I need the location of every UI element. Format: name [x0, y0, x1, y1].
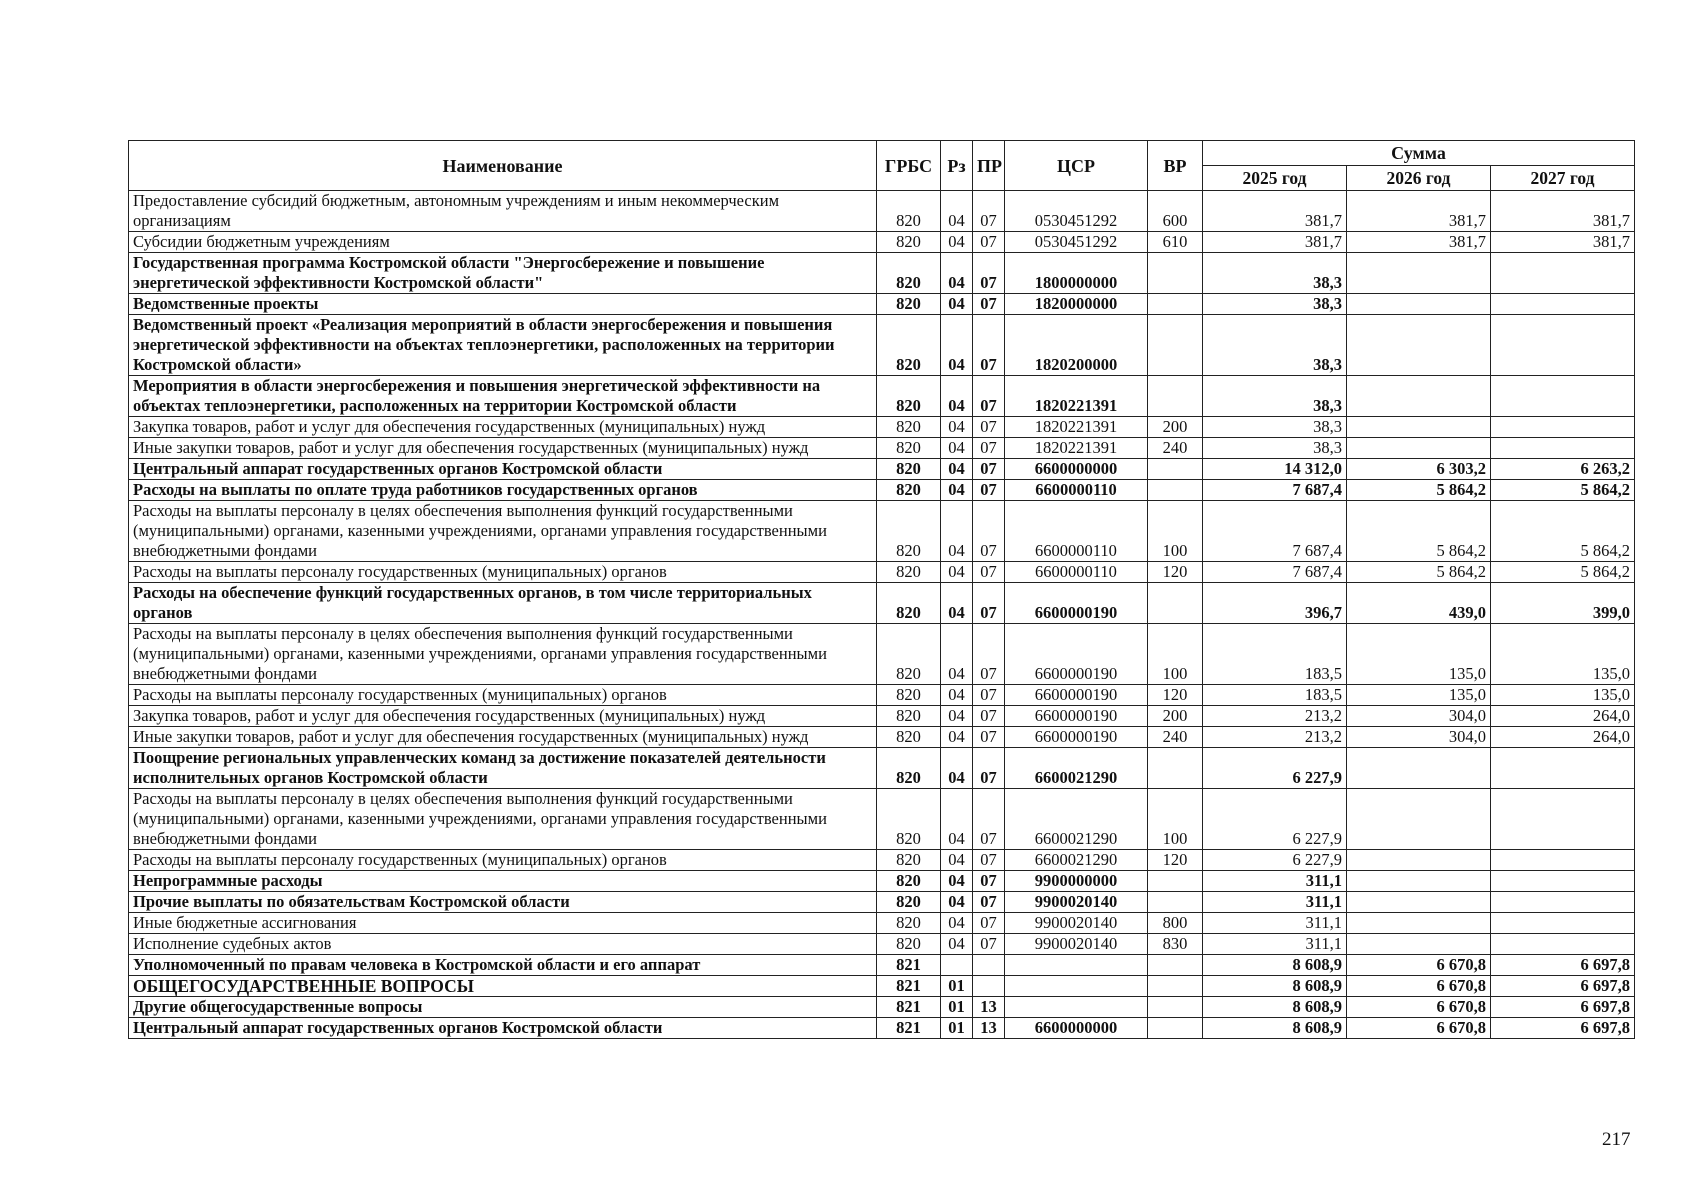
cell-csr: 6600021290 [1005, 789, 1148, 850]
table-row [129, 417, 1635, 438]
cell-vr: 120 [1148, 685, 1203, 706]
cell-2027: 5 864,2 [1491, 562, 1635, 583]
cell-2027 [1491, 315, 1635, 376]
cell-pr: 07 [973, 789, 1005, 850]
cell-rz: 04 [941, 706, 973, 727]
cell-pr: 13 [973, 997, 1005, 1018]
cell-name: Расходы на выплаты персоналу в целях обеспечения выполнения функций государственными (муниципальными) органами, казенными учреждениями, органами управления государственными внебюджетными фондами [129, 789, 877, 850]
cell-grbs: 821 [877, 1018, 941, 1039]
cell-2026 [1347, 253, 1491, 294]
cell-2025: 8 608,9 [1203, 997, 1347, 1018]
cell-rz: 04 [941, 232, 973, 253]
cell-csr: 1820221391 [1005, 417, 1148, 438]
header-pr: ПР [973, 141, 1005, 191]
cell-name: Иные закупки товаров, работ и услуг для обеспечения государственных (муниципальных) нужд [129, 727, 877, 748]
table-row [129, 315, 1635, 376]
cell-vr: 830 [1148, 934, 1203, 955]
cell-csr: 1820200000 [1005, 315, 1148, 376]
cell-2026 [1347, 913, 1491, 934]
cell-2025: 38,3 [1203, 376, 1347, 417]
cell-name: Закупка товаров, работ и услуг для обеспечения государственных (муниципальных) нужд [129, 706, 877, 727]
cell-csr: 9900020140 [1005, 913, 1148, 934]
cell-vr [1148, 253, 1203, 294]
cell-2026: 6 670,8 [1347, 976, 1491, 997]
cell-name: Расходы на выплаты по оплате труда работников государственных органов [129, 480, 877, 501]
cell-grbs: 820 [877, 624, 941, 685]
cell-vr [1148, 1018, 1203, 1039]
cell-2025: 7 687,4 [1203, 501, 1347, 562]
cell-pr: 07 [973, 253, 1005, 294]
cell-2027 [1491, 850, 1635, 871]
cell-csr: 6600000190 [1005, 706, 1148, 727]
cell-vr: 100 [1148, 501, 1203, 562]
cell-2026: 135,0 [1347, 624, 1491, 685]
cell-2027 [1491, 253, 1635, 294]
table-row [129, 685, 1635, 706]
cell-name: Центральный аппарат государственных органов Костромской области [129, 1018, 877, 1039]
cell-2025: 311,1 [1203, 871, 1347, 892]
cell-2026: 5 864,2 [1347, 501, 1491, 562]
cell-grbs: 821 [877, 955, 941, 976]
cell-grbs: 820 [877, 685, 941, 706]
cell-name: ОБЩЕГОСУДАРСТВЕННЫЕ ВОПРОСЫ [129, 976, 877, 997]
cell-vr: 240 [1148, 727, 1203, 748]
table-row [129, 892, 1635, 913]
cell-2027: 135,0 [1491, 624, 1635, 685]
cell-name: Прочие выплаты по обязательствам Костромской области [129, 892, 877, 913]
cell-name: Ведомственный проект «Реализация мероприятий в области энергосбережения и повышения энергетической эффективности на объектах теплоэнергетики, расположенных на территории Костромской области» [129, 315, 877, 376]
cell-csr: 6600000190 [1005, 727, 1148, 748]
cell-csr: 0530451292 [1005, 232, 1148, 253]
cell-grbs: 820 [877, 376, 941, 417]
cell-2025: 38,3 [1203, 294, 1347, 315]
cell-vr [1148, 376, 1203, 417]
cell-2027 [1491, 913, 1635, 934]
cell-pr: 07 [973, 438, 1005, 459]
header-year-2027: 2027 год [1491, 166, 1635, 191]
cell-pr: 07 [973, 501, 1005, 562]
cell-pr: 07 [973, 685, 1005, 706]
cell-csr: 1820221391 [1005, 438, 1148, 459]
cell-2026 [1347, 892, 1491, 913]
table-row [129, 871, 1635, 892]
cell-2026: 5 864,2 [1347, 562, 1491, 583]
cell-csr [1005, 997, 1148, 1018]
cell-grbs: 821 [877, 997, 941, 1018]
cell-csr: 6600000190 [1005, 624, 1148, 685]
cell-2026: 6 670,8 [1347, 955, 1491, 976]
table-row [129, 624, 1635, 685]
cell-csr: 6600000190 [1005, 583, 1148, 624]
table-row [129, 376, 1635, 417]
cell-csr [1005, 955, 1148, 976]
cell-rz: 04 [941, 913, 973, 934]
cell-csr: 0530451292 [1005, 191, 1148, 232]
cell-2027: 6 697,8 [1491, 997, 1635, 1018]
cell-2025: 183,5 [1203, 685, 1347, 706]
cell-2025: 183,5 [1203, 624, 1347, 685]
cell-rz [941, 955, 973, 976]
cell-vr: 100 [1148, 789, 1203, 850]
cell-grbs: 820 [877, 892, 941, 913]
cell-name: Непрограммные расходы [129, 871, 877, 892]
cell-rz: 04 [941, 685, 973, 706]
cell-name: Исполнение судебных актов [129, 934, 877, 955]
cell-csr: 1820000000 [1005, 294, 1148, 315]
cell-name: Иные закупки товаров, работ и услуг для обеспечения государственных (муниципальных) нужд [129, 438, 877, 459]
cell-name: Другие общегосударственные вопросы [129, 997, 877, 1018]
cell-2026: 381,7 [1347, 191, 1491, 232]
table-row [129, 913, 1635, 934]
cell-2026: 135,0 [1347, 685, 1491, 706]
cell-2026 [1347, 294, 1491, 315]
table-row [129, 850, 1635, 871]
header-name: Наименование [129, 141, 877, 191]
cell-grbs: 820 [877, 562, 941, 583]
cell-vr: 120 [1148, 850, 1203, 871]
cell-rz: 04 [941, 253, 973, 294]
cell-2027: 6 697,8 [1491, 955, 1635, 976]
cell-rz: 04 [941, 376, 973, 417]
header-sum: Сумма [1203, 141, 1635, 166]
cell-grbs: 820 [877, 315, 941, 376]
cell-2027 [1491, 376, 1635, 417]
cell-vr [1148, 459, 1203, 480]
cell-csr: 6600000000 [1005, 459, 1148, 480]
cell-2027: 6 697,8 [1491, 1018, 1635, 1039]
cell-2026 [1347, 789, 1491, 850]
cell-name: Мероприятия в области энергосбережения и повышения энергетической эффективности на объектах теплоэнергетики, расположенных на территории Костромской области [129, 376, 877, 417]
cell-2025: 381,7 [1203, 232, 1347, 253]
cell-csr: 9900000000 [1005, 871, 1148, 892]
cell-vr [1148, 294, 1203, 315]
cell-grbs: 820 [877, 748, 941, 789]
header-rz: Рз [941, 141, 973, 191]
cell-vr [1148, 997, 1203, 1018]
cell-2026: 5 864,2 [1347, 480, 1491, 501]
cell-2026 [1347, 376, 1491, 417]
cell-name: Расходы на выплаты персоналу государственных (муниципальных) органов [129, 562, 877, 583]
table-row [129, 232, 1635, 253]
cell-grbs: 821 [877, 976, 941, 997]
cell-2026: 381,7 [1347, 232, 1491, 253]
cell-rz: 04 [941, 892, 973, 913]
table-row [129, 294, 1635, 315]
cell-2027: 5 864,2 [1491, 480, 1635, 501]
table-row [129, 191, 1635, 232]
table-row [129, 955, 1635, 976]
cell-pr: 07 [973, 748, 1005, 789]
cell-vr [1148, 315, 1203, 376]
cell-2025: 14 312,0 [1203, 459, 1347, 480]
cell-rz: 04 [941, 294, 973, 315]
table-row [129, 1018, 1635, 1039]
cell-2027 [1491, 789, 1635, 850]
cell-grbs: 820 [877, 850, 941, 871]
cell-pr: 07 [973, 727, 1005, 748]
cell-grbs: 820 [877, 583, 941, 624]
cell-name: Ведомственные проекты [129, 294, 877, 315]
cell-2027: 399,0 [1491, 583, 1635, 624]
cell-2025: 7 687,4 [1203, 562, 1347, 583]
cell-pr: 13 [973, 1018, 1005, 1039]
cell-vr: 800 [1148, 913, 1203, 934]
cell-2026 [1347, 871, 1491, 892]
cell-2025: 38,3 [1203, 315, 1347, 376]
cell-2027 [1491, 892, 1635, 913]
cell-pr: 07 [973, 562, 1005, 583]
cell-2025: 396,7 [1203, 583, 1347, 624]
cell-2026: 6 670,8 [1347, 1018, 1491, 1039]
cell-pr: 07 [973, 913, 1005, 934]
cell-name: Иные бюджетные ассигнования [129, 913, 877, 934]
cell-name: Закупка товаров, работ и услуг для обеспечения государственных (муниципальных) нужд [129, 417, 877, 438]
cell-vr [1148, 892, 1203, 913]
cell-2025: 213,2 [1203, 706, 1347, 727]
cell-rz: 04 [941, 624, 973, 685]
cell-grbs: 820 [877, 232, 941, 253]
cell-2027 [1491, 438, 1635, 459]
cell-2025: 38,3 [1203, 253, 1347, 294]
cell-rz: 04 [941, 871, 973, 892]
cell-grbs: 820 [877, 480, 941, 501]
cell-pr: 07 [973, 850, 1005, 871]
table-body [129, 191, 1635, 1039]
cell-pr: 07 [973, 459, 1005, 480]
cell-2025: 8 608,9 [1203, 1018, 1347, 1039]
cell-csr: 6600021290 [1005, 850, 1148, 871]
cell-2026 [1347, 438, 1491, 459]
cell-vr [1148, 480, 1203, 501]
cell-2027: 5 864,2 [1491, 501, 1635, 562]
cell-csr: 9900020140 [1005, 892, 1148, 913]
header-vr: ВР [1148, 141, 1203, 191]
cell-rz: 04 [941, 501, 973, 562]
cell-2027: 381,7 [1491, 191, 1635, 232]
cell-rz: 04 [941, 850, 973, 871]
cell-2025: 8 608,9 [1203, 976, 1347, 997]
cell-pr: 07 [973, 480, 1005, 501]
cell-csr: 6600000000 [1005, 1018, 1148, 1039]
cell-2025: 8 608,9 [1203, 955, 1347, 976]
cell-rz: 04 [941, 934, 973, 955]
budget-table [128, 140, 1635, 1039]
cell-grbs: 820 [877, 706, 941, 727]
cell-pr: 07 [973, 706, 1005, 727]
table-row [129, 997, 1635, 1018]
cell-rz: 04 [941, 417, 973, 438]
cell-grbs: 820 [877, 253, 941, 294]
cell-name: Расходы на выплаты персоналу государственных (муниципальных) органов [129, 850, 877, 871]
cell-rz: 04 [941, 459, 973, 480]
cell-2025: 311,1 [1203, 892, 1347, 913]
table-row [129, 459, 1635, 480]
cell-name: Поощрение региональных управленческих команд за достижение показателей деятельности исполнительных органов Костромской области [129, 748, 877, 789]
cell-2027: 6 263,2 [1491, 459, 1635, 480]
cell-name: Расходы на выплаты персоналу в целях обеспечения выполнения функций государственными (муниципальными) органами, казенными учреждениями, органами управления государственными внебюджетными фондами [129, 501, 877, 562]
cell-vr: 600 [1148, 191, 1203, 232]
cell-name: Государственная программа Костромской области "Энергосбережение и повышение энергетической эффективности Костромской области" [129, 253, 877, 294]
cell-csr: 9900020140 [1005, 934, 1148, 955]
table-row [129, 438, 1635, 459]
cell-grbs: 820 [877, 191, 941, 232]
cell-rz: 04 [941, 315, 973, 376]
cell-2027 [1491, 934, 1635, 955]
cell-2027: 6 697,8 [1491, 976, 1635, 997]
cell-grbs: 820 [877, 789, 941, 850]
cell-2026 [1347, 934, 1491, 955]
cell-pr: 07 [973, 934, 1005, 955]
table-row [129, 789, 1635, 850]
cell-name: Расходы на выплаты персоналу в целях обеспечения выполнения функций государственными (муниципальными) органами, казенными учреждениями, органами управления государственными внебюджетными фондами [129, 624, 877, 685]
cell-2025: 38,3 [1203, 417, 1347, 438]
cell-vr [1148, 583, 1203, 624]
cell-2027 [1491, 871, 1635, 892]
cell-vr [1148, 955, 1203, 976]
table-header [129, 141, 1635, 191]
table-row [129, 501, 1635, 562]
table-row [129, 253, 1635, 294]
cell-vr: 100 [1148, 624, 1203, 685]
page-number: 217 [1602, 1129, 1631, 1150]
cell-pr [973, 955, 1005, 976]
cell-2026 [1347, 748, 1491, 789]
cell-grbs: 820 [877, 501, 941, 562]
cell-2026 [1347, 315, 1491, 376]
cell-rz: 04 [941, 480, 973, 501]
cell-vr: 200 [1148, 417, 1203, 438]
cell-pr: 07 [973, 417, 1005, 438]
cell-2027: 135,0 [1491, 685, 1635, 706]
cell-pr: 07 [973, 191, 1005, 232]
cell-2026: 6 303,2 [1347, 459, 1491, 480]
cell-name: Уполномоченный по правам человека в Костромской области и его аппарат [129, 955, 877, 976]
cell-rz: 04 [941, 727, 973, 748]
cell-2027 [1491, 748, 1635, 789]
cell-pr: 07 [973, 376, 1005, 417]
cell-2027: 381,7 [1491, 232, 1635, 253]
table-row [129, 562, 1635, 583]
cell-2025: 7 687,4 [1203, 480, 1347, 501]
cell-2027 [1491, 417, 1635, 438]
cell-name: Субсидии бюджетным учреждениям [129, 232, 877, 253]
cell-pr: 07 [973, 892, 1005, 913]
cell-pr: 07 [973, 624, 1005, 685]
cell-vr: 200 [1148, 706, 1203, 727]
cell-pr: 07 [973, 871, 1005, 892]
cell-2026: 304,0 [1347, 706, 1491, 727]
cell-vr: 240 [1148, 438, 1203, 459]
table-row [129, 583, 1635, 624]
cell-2025: 6 227,9 [1203, 789, 1347, 850]
cell-2025: 38,3 [1203, 438, 1347, 459]
cell-csr: 6600000110 [1005, 501, 1148, 562]
header-grbs: ГРБС [877, 141, 941, 191]
cell-grbs: 820 [877, 417, 941, 438]
cell-grbs: 820 [877, 727, 941, 748]
cell-vr [1148, 871, 1203, 892]
cell-rz: 04 [941, 562, 973, 583]
cell-vr: 610 [1148, 232, 1203, 253]
cell-2026: 6 670,8 [1347, 997, 1491, 1018]
cell-grbs: 820 [877, 871, 941, 892]
cell-name: Расходы на обеспечение функций государственных органов, в том числе территориальных органов [129, 583, 877, 624]
cell-vr: 120 [1148, 562, 1203, 583]
cell-csr: 6600000190 [1005, 685, 1148, 706]
cell-vr [1148, 976, 1203, 997]
cell-vr [1148, 748, 1203, 789]
cell-rz: 04 [941, 789, 973, 850]
cell-rz: 01 [941, 997, 973, 1018]
cell-grbs: 820 [877, 459, 941, 480]
table-row [129, 480, 1635, 501]
cell-csr: 6600021290 [1005, 748, 1148, 789]
cell-csr: 1820221391 [1005, 376, 1148, 417]
cell-2027: 264,0 [1491, 727, 1635, 748]
table-row [129, 934, 1635, 955]
cell-2027: 264,0 [1491, 706, 1635, 727]
table-row [129, 727, 1635, 748]
table-row [129, 706, 1635, 727]
cell-rz: 04 [941, 191, 973, 232]
cell-grbs: 820 [877, 438, 941, 459]
cell-csr: 6600000110 [1005, 480, 1148, 501]
cell-name: Центральный аппарат государственных органов Костромской области [129, 459, 877, 480]
cell-2025: 6 227,9 [1203, 748, 1347, 789]
cell-csr: 1800000000 [1005, 253, 1148, 294]
cell-grbs: 820 [877, 294, 941, 315]
cell-2026: 439,0 [1347, 583, 1491, 624]
table-row [129, 748, 1635, 789]
cell-csr [1005, 976, 1148, 997]
table-row [129, 976, 1635, 997]
cell-2025: 311,1 [1203, 913, 1347, 934]
cell-2025: 381,7 [1203, 191, 1347, 232]
cell-rz: 04 [941, 748, 973, 789]
cell-pr [973, 976, 1005, 997]
cell-2025: 213,2 [1203, 727, 1347, 748]
cell-rz: 04 [941, 583, 973, 624]
cell-2026 [1347, 417, 1491, 438]
cell-pr: 07 [973, 294, 1005, 315]
cell-rz: 01 [941, 1018, 973, 1039]
header-year-2025: 2025 год [1203, 166, 1347, 191]
cell-2027 [1491, 294, 1635, 315]
cell-rz: 01 [941, 976, 973, 997]
cell-rz: 04 [941, 438, 973, 459]
cell-csr: 6600000110 [1005, 562, 1148, 583]
cell-name: Расходы на выплаты персоналу государственных (муниципальных) органов [129, 685, 877, 706]
cell-2026: 304,0 [1347, 727, 1491, 748]
cell-pr: 07 [973, 583, 1005, 624]
cell-pr: 07 [973, 232, 1005, 253]
cell-pr: 07 [973, 315, 1005, 376]
cell-2025: 6 227,9 [1203, 850, 1347, 871]
header-year-2026: 2026 год [1347, 166, 1491, 191]
cell-grbs: 820 [877, 913, 941, 934]
cell-grbs: 820 [877, 934, 941, 955]
cell-2025: 311,1 [1203, 934, 1347, 955]
header-csr: ЦСР [1005, 141, 1148, 191]
cell-name: Предоставление субсидий бюджетным, автономным учреждениям и иным некоммерческим организациям [129, 191, 877, 232]
cell-2026 [1347, 850, 1491, 871]
